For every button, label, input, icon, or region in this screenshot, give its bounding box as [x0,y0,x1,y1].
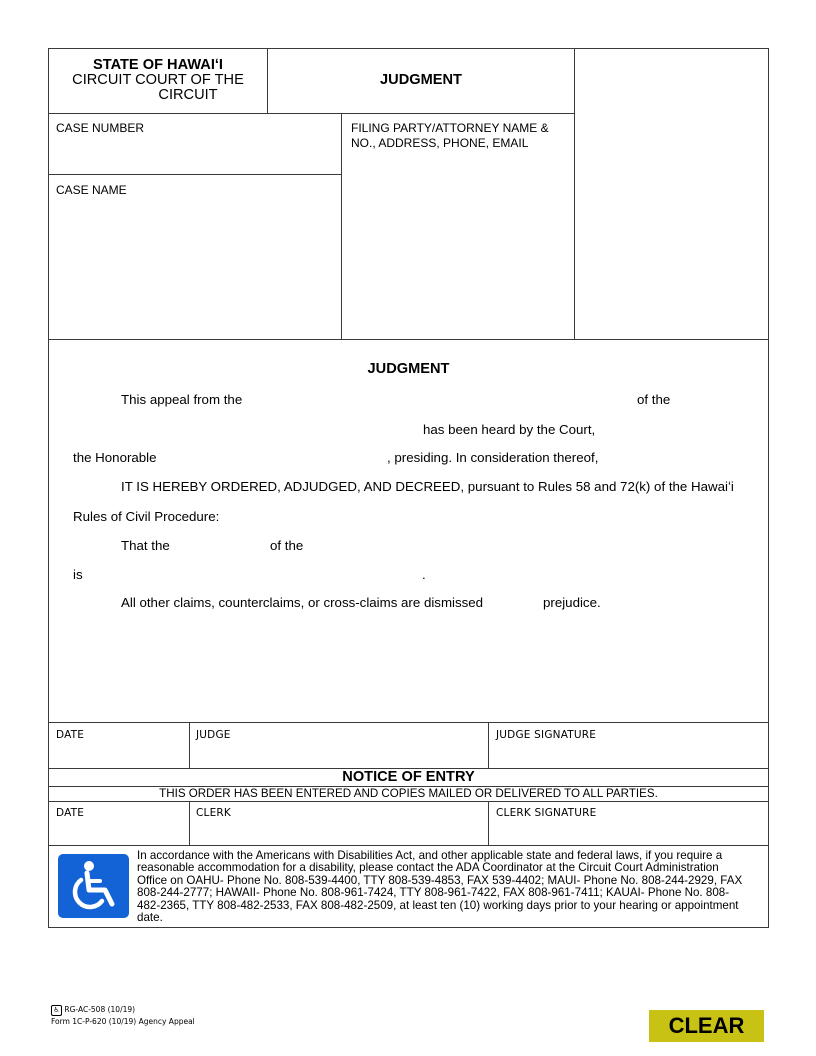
prejudice-text: prejudice. [543,595,601,610]
court-header [49,58,267,103]
filing-party-label-1: FILING PARTY/ATTORNEY NAME & [351,121,549,135]
of-the-text: of the [637,392,671,407]
agency-input-2[interactable] [306,536,750,558]
notice-date-label: DATE [56,807,85,819]
court-line-1: CIRCUIT COURT OF THE [72,72,244,88]
notice-title: NOTICE OF ENTRY [342,769,475,785]
judge-name-input[interactable] [160,448,390,470]
judge-label: JUDGE [196,729,231,741]
filing-party-label-2: NO., ADDRESS, PHONE, EMAIL [351,136,529,150]
case-name-input[interactable] [55,202,341,338]
document-title: JUDGMENT [380,72,462,88]
accessibility-icon: ♿ [51,1005,62,1016]
rules-text: Rules of Civil Procedure: [73,509,220,524]
form-code-1: RG-AC-508 (10/19) [64,1005,136,1014]
honorable-text: the Honorable [73,450,157,465]
heard-by-court-text: has been heard by the Court, [423,422,596,437]
court-line-2: CIRCUIT [158,87,218,103]
case-number-label: CASE NUMBER [56,121,145,135]
form-code-line-1 [51,1004,195,1016]
presiding-text: , presiding. In consideration thereof, [387,450,599,465]
decision-type-input[interactable] [172,536,270,558]
clerk-signature-label: CLERK SIGNATURE [496,807,597,819]
filing-party-input[interactable] [350,156,574,338]
agency-name-input[interactable] [72,420,422,442]
judge-input[interactable] [196,744,488,766]
clerk-signature-field[interactable] [496,822,764,842]
court-stamp-area [575,49,768,339]
state-title: STATE OF HAWAIʻI [93,57,223,73]
date-input[interactable] [55,744,189,766]
judgment-heading: JUDGMENT [367,361,450,377]
form-code-2: Form 1C-P-620 (10/19) Agency Appeal [51,1017,195,1026]
agency-decision-input[interactable] [246,390,636,412]
date-label: DATE [56,729,85,741]
dismissed-text: All other claims, counterclaims, or cross-claims are dismissed [121,595,484,610]
that-the-text: That the [121,538,170,553]
ordered-text: IT IS HEREBY ORDERED, ADJUDGED, AND DECREED, pursuant to Rules 58 and 72(k) of the Hawaiʻi [121,479,734,494]
clerk-input[interactable] [196,822,488,844]
clear-button[interactable]: CLEAR [649,1010,764,1042]
wheelchair-icon [58,854,129,918]
ada-notice-text: In accordance with the Americans with Disabilities Act, and other applicable state and federal laws, if you require a reasonable accommodation for a disability, please contact the ADA Coordinator at the Circuit Court Administration Office on OAHU- Phone No. 808-539-4400, TTY 808-539-4853, FAX 539-4402; MAUI- Phone No. 808-244-2929, FAX 808-244-2777; HAWAII- Phone No. 808-961-7424, TTY 808-961-7422, FAX 808-961-7411; KAUAI- Phone No. 808-482-2365, TTY 808-482-2533, FAX 808-482-2509, at least ten (10) working days prior to your hearing or appointment date. [137,849,743,925]
judge-signature-field[interactable] [496,744,764,764]
disposition-input[interactable] [88,565,424,587]
is-text: is [73,567,83,582]
with-without-input[interactable] [487,593,543,615]
notice-date-input[interactable] [55,822,189,844]
clerk-label: CLERK [196,807,231,819]
appeal-from-text: This appeal from the [121,392,243,407]
case-number-input[interactable] [56,140,340,170]
form-footer [51,1004,195,1028]
judge-signature-label: JUDGE SIGNATURE [496,729,597,741]
of-the-text-2: of the [270,538,304,553]
case-name-label: CASE NAME [56,183,127,197]
notice-subtitle: THIS ORDER HAS BEEN ENTERED AND COPIES MAILED OR DELIVERED TO ALL PARTIES. [159,787,658,800]
period-text: . [422,567,426,582]
